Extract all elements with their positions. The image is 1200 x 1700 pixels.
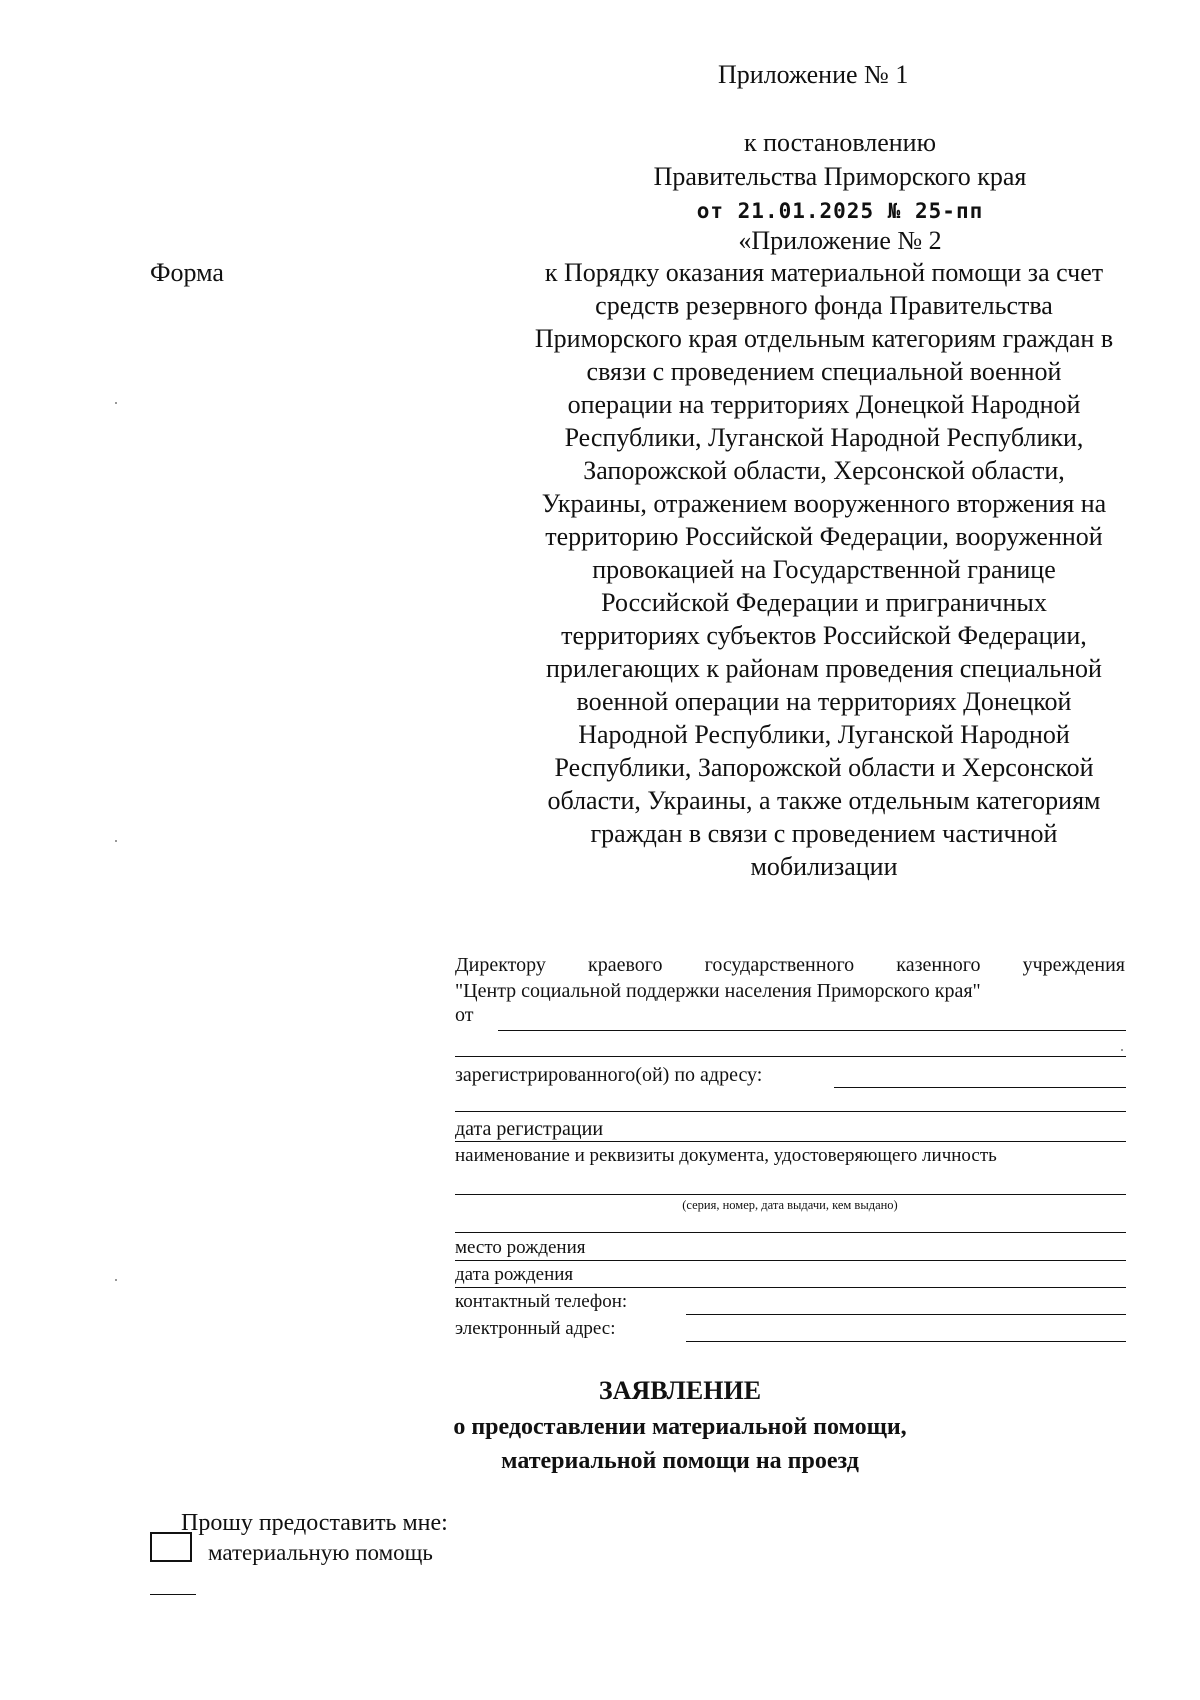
addressee-block [455, 952, 1125, 1004]
procedure-reference [474, 256, 1174, 883]
material-aid-label: материальную помощь [208, 1540, 433, 1565]
procedure-line: связи с проведением специальной военной [586, 357, 1062, 386]
id-document-line-2[interactable] [455, 1232, 1126, 1233]
registered-address-label: зарегистрированного(ой) по адресу: [455, 1064, 763, 1086]
procedure-line: Республики, Запорожской области и Херсонской [554, 753, 1094, 782]
procedure-line: средств резервного фонда Правительства [595, 291, 1053, 320]
appendix-title: Приложение № 1 [718, 60, 909, 89]
procedure-line: территорию Российской Федерации, вооруженной [545, 522, 1103, 551]
from-label: от [455, 1004, 474, 1026]
registered-address-line[interactable] [834, 1087, 1126, 1088]
email-label: электронный адрес: [455, 1318, 616, 1339]
procedure-line: Народной Республики, Луганской Народной [578, 720, 1070, 749]
registration-date-label: дата регистрации [455, 1118, 604, 1140]
material-aid-checkbox[interactable] [150, 1532, 192, 1562]
scan-speck [1121, 1049, 1123, 1051]
procedure-line: Украины, отражением вооруженного вторжения на [541, 489, 1107, 518]
resolution-line-2: Правительства Приморского края [653, 162, 1027, 191]
procedure-line: операции на территориях Донецкой Народной [567, 390, 1081, 419]
next-checkbox-edge [150, 1594, 196, 1595]
birth-date-label: дата рождения [455, 1264, 574, 1285]
procedure-line: к Порядку оказания материальной помощи за счет [544, 258, 1104, 287]
registration-date-line[interactable] [455, 1141, 1126, 1142]
scan-speck [115, 1279, 117, 1281]
procedure-line: мобилизации [750, 852, 898, 881]
id-document-hint: (серия, номер, дата выдачи, кем выдано) [682, 1198, 898, 1212]
from-field-line[interactable] [498, 1030, 1126, 1031]
from-field-line-2[interactable] [455, 1056, 1126, 1057]
id-document-line[interactable] [455, 1194, 1126, 1195]
addressee-line-2: "Центр социальной поддержки населения Приморского края" [455, 980, 981, 1002]
birth-date-line[interactable] [455, 1287, 1126, 1288]
resolution-line-1: к постановлению [743, 128, 937, 157]
addressee-line-1: Директору краевого государственного казенного учреждения [455, 954, 1125, 976]
procedure-line: области, Украины, а также отдельным категориям [547, 786, 1101, 815]
email-line[interactable] [686, 1341, 1126, 1342]
procedure-line: провокацией на Государственной границе [592, 555, 1056, 584]
phone-line[interactable] [686, 1314, 1126, 1315]
resolution-reference [600, 126, 1080, 228]
birth-place-line[interactable] [455, 1260, 1126, 1261]
procedure-line: прилегающих к районам проведения специальной [546, 654, 1102, 683]
appendix2-title: «Приложение № 2 [738, 226, 942, 255]
resolution-date: от 21.01.2025 № 25-пп [696, 199, 984, 223]
procedure-line: военной операции на территориях Донецкой [576, 687, 1072, 716]
procedure-line: Республики, Луганской Народной Республики, [564, 423, 1084, 452]
id-document-label: наименование и реквизиты документа, удостоверяющего личность [455, 1145, 997, 1166]
statement-title: ЗАЯВЛЕНИЕ [598, 1376, 762, 1405]
procedure-line: территориях субъектов Российской Федерации, [561, 621, 1087, 650]
request-intro: Прошу предоставить мне: [181, 1510, 448, 1536]
statement-subtitle-2: материальной помощи на проезд [501, 1448, 859, 1474]
phone-label: контактный телефон: [455, 1291, 628, 1312]
procedure-line: Приморского края отдельным категориям граждан в [534, 324, 1114, 353]
procedure-line: Российской Федерации и приграничных [601, 588, 1047, 617]
registered-address-line-2[interactable] [455, 1111, 1126, 1112]
form-label: Форма [150, 258, 224, 287]
scan-speck [115, 402, 117, 404]
procedure-line: Запорожской области, Херсонской области, [583, 456, 1065, 485]
statement-subtitle-1: о предоставлении материальной помощи, [453, 1414, 907, 1440]
procedure-line: граждан в связи с проведением частичной [590, 819, 1058, 848]
birth-place-label: место рождения [455, 1237, 586, 1258]
scan-speck [115, 840, 117, 842]
